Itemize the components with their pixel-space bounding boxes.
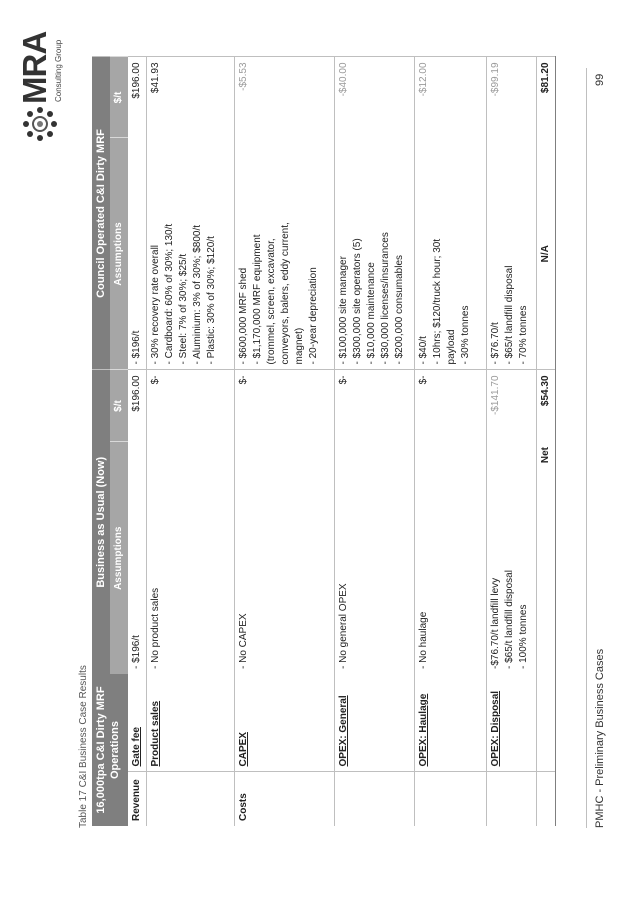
business-case-table	[92, 56, 556, 826]
item-cell: CAPEX	[235, 674, 335, 772]
council-value-cell: $196.00	[128, 57, 147, 138]
council-assumptions-header: Assumptions	[110, 138, 128, 370]
table-row	[335, 57, 415, 826]
council-net-value: $81.20	[537, 57, 556, 138]
category-cell: Revenue	[128, 772, 147, 826]
council-value-cell: -$99.19	[487, 57, 537, 138]
table-row	[147, 57, 235, 826]
ops-title: 16,000tpa C&I Dirty MRF Operations	[92, 674, 128, 826]
bau-value-cell: $196.00	[128, 370, 147, 442]
council-assumption-cell: - $100,000 site manager - $300,000 site operators (5) - $10,000 maintenance - $30,000 licenses/insurances - $200,000 consumables	[335, 138, 415, 370]
council-value-cell: $41.93	[147, 57, 235, 138]
item-cell: OPEX: Haulage	[415, 674, 487, 772]
logo-mark-icon	[22, 106, 58, 142]
council-assumption-cell: - $600,000 MRF shed - $1,170,000 MRF equipment (trommel, screen, excavator, conveyors, balers, eddy current, magnet) - 20-year depreciation	[235, 138, 335, 370]
bau-assumption-cell: - $196/t	[128, 442, 147, 674]
table-row	[235, 57, 335, 826]
council-value-cell: -$5.53	[235, 57, 335, 138]
bau-title: Business as Usual (Now)	[92, 370, 110, 674]
bau-assumptions-header: Assumptions	[110, 442, 128, 674]
bau-value-cell: $-	[235, 370, 335, 442]
table-row	[128, 57, 147, 826]
council-value-cell: -$12.00	[415, 57, 487, 138]
item-cell: OPEX: Disposal	[487, 674, 537, 772]
bau-per-tonne-header: $/t	[110, 370, 128, 442]
bau-assumption-cell: - No product sales	[147, 442, 235, 674]
bau-value-cell: $-	[335, 370, 415, 442]
table-row	[415, 57, 487, 826]
category-cell	[147, 772, 235, 826]
table-row	[487, 57, 537, 826]
bau-value-cell: $-	[147, 370, 235, 442]
bau-assumption-cell: -$76.70/t landfill levy - $65/t landfill disposal - 100% tonnes	[487, 442, 537, 674]
logo-subtitle: Consulting Group	[54, 39, 63, 102]
category-cell	[487, 772, 537, 826]
page-number: 99	[594, 73, 606, 86]
footer-divider	[586, 68, 587, 828]
item-cell: OPEX: General	[335, 674, 415, 772]
bau-value-cell: $-	[415, 370, 487, 442]
bau-assumption-cell: - No CAPEX	[235, 442, 335, 674]
council-net-assumption: N/A	[537, 138, 556, 370]
council-assumption-cell: - $40/t - 10hrs; $120/truck hour; 30t payload - 30% tonnes	[415, 138, 487, 370]
council-title: Council Operated C&I Dirty MRF	[92, 57, 110, 370]
net-row	[537, 57, 556, 826]
category-cell	[415, 772, 487, 826]
council-assumption-cell: - $196/t	[128, 138, 147, 370]
bau-net-value: $54.30	[537, 370, 556, 442]
mra-logo	[14, 31, 70, 142]
logo-wordmark: MRA	[16, 31, 53, 104]
bau-assumption-cell: - No haulage	[415, 442, 487, 674]
footer-document-title: PMHC - Preliminary Business Cases	[594, 648, 606, 828]
bau-value-cell: -$141.70	[487, 370, 537, 442]
category-cell: Costs	[235, 772, 335, 826]
bau-assumption-cell: - No general OPEX	[335, 442, 415, 674]
council-assumption-cell: - 30% recovery rate overall - Cardboard: 60% of 30%; 130/t - Steel: 7% of 30%; $25/t - Aluminium: 3% of 30%; $800/t - Plastic: 30% of 30%; $120/t	[147, 138, 235, 370]
item-cell: Product sales	[147, 674, 235, 772]
item-cell: Gate fee	[128, 674, 147, 772]
category-cell	[335, 772, 415, 826]
header-row-1	[92, 57, 110, 826]
table-caption: Table 17 C&I Business Case Results	[78, 665, 89, 828]
council-assumption-cell: - $76.70/t - $65/t landfill disposal - 70% tonnes	[487, 138, 537, 370]
net-label: Net	[537, 442, 556, 674]
council-value-cell: -$40.00	[335, 57, 415, 138]
council-per-tonne-header: $/t	[110, 57, 128, 138]
